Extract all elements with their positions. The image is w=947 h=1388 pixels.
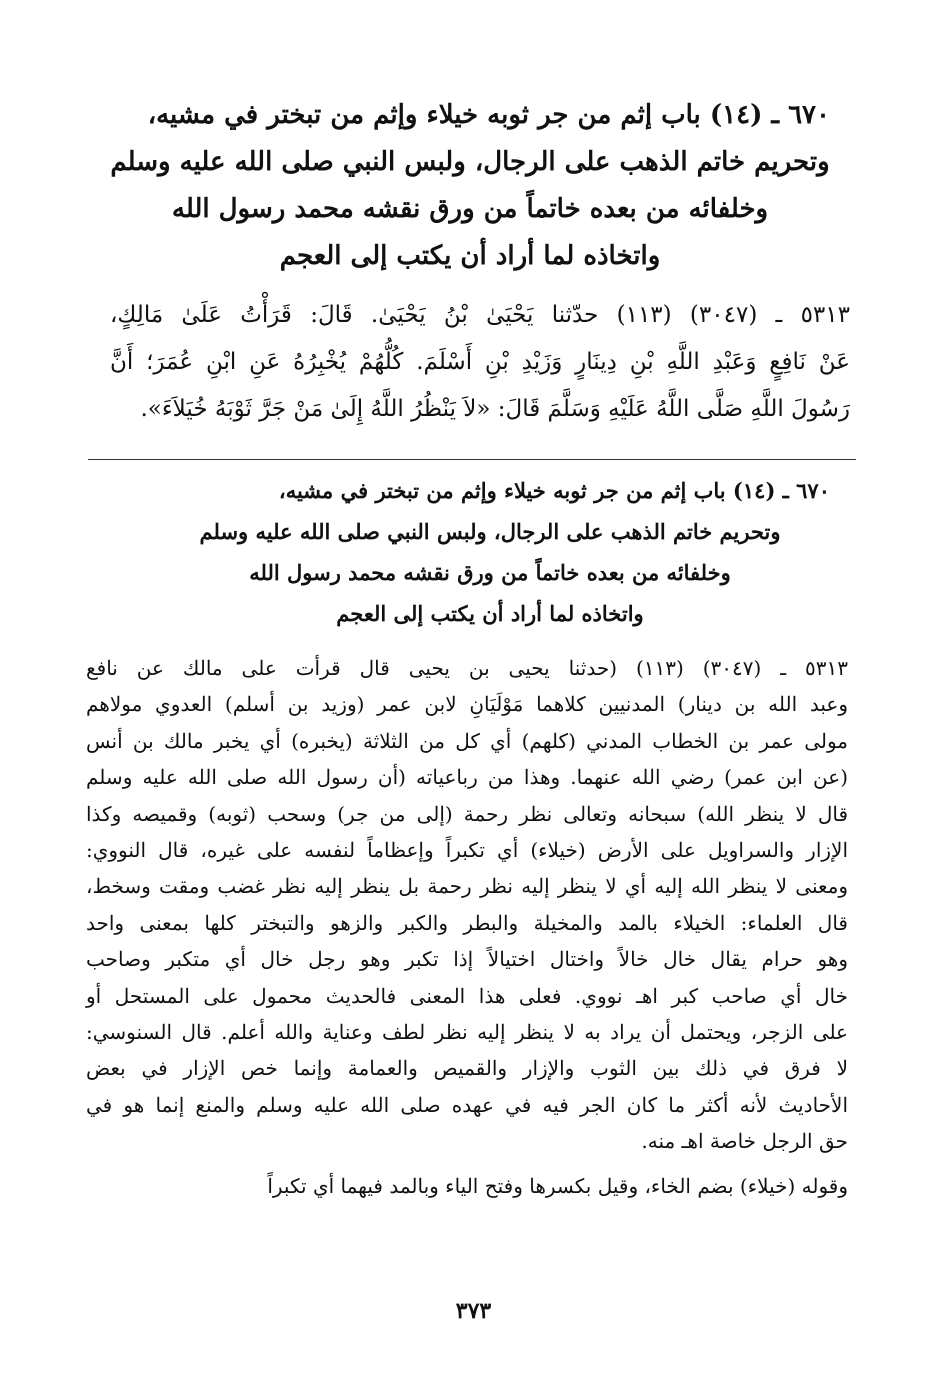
commentary-line: الإزار والسراويل على الأرض (خيلاء) أي تكبراً وإعظاماً لنفسه على غيره، قال النووي: xyxy=(86,838,848,863)
commentary-line: خال أي صاحب كبر اهـ نووي. فعلى هذا المعنى فالحديث محمول على المستحل أو xyxy=(86,983,848,1008)
chapter-title-commentary xyxy=(150,470,830,634)
chapter-title-line: وتحريم خاتم الذهب على الرجال، ولبس النبي صلى الله عليه وسلم xyxy=(199,519,781,544)
commentary-text xyxy=(86,650,848,1204)
commentary-line: ٥٣١٣ ـ (٣٠٤٧) (١١٣) (حدثنا يحيى بن يحيى قال قرأت على مالك عن نافع xyxy=(86,656,849,680)
hadith-text xyxy=(110,292,850,433)
hadith-line: عَنْ نَافِعٍ وَعَبْدِ اللَّهِ بْنِ دِينَارٍ وَزَيْدِ بْنِ أَسْلَمَ. كُلُّهُمْ يُخْبِرُهُ عَنِ ابْنِ عُمَرَ؛ أَنَّ xyxy=(110,349,850,375)
commentary-line: على الزجر، ويحتمل أن يراد به لا ينظر إليه نظر لطف وعناية والله أعلم. قال السنوسي: xyxy=(86,1020,848,1045)
commentary-line: حق الرجل خاصة اهـ منه. xyxy=(641,1129,848,1154)
chapter-title-main xyxy=(110,92,830,280)
commentary-line: وهو حرام يقال خال خالاً واختال اختيالاً إذا تكبر وهو رجل خال أي متكبر وصاحب xyxy=(86,947,848,972)
chapter-title-line: واتخاذه لما أراد أن يكتب إلى العجم xyxy=(336,601,644,626)
commentary-line: مولى عمر بن الخطاب المدني (كلهم) أي كل من الثلاثة (يخبره) أي يخبر مالك بن أنس xyxy=(86,728,848,753)
chapter-title-line: وخلفائه من بعده خاتماً من ورق نقشه محمد رسول الله xyxy=(249,560,731,585)
commentary-line: قال العلماء: الخيلاء بالمد والمخيلة والبطر والكبر والزهو والتبختر كلها بمعنى واحد xyxy=(86,910,848,935)
chapter-title-line: ٦٧٠ ـ (١٤) باب إثم من جر ثوبه خيلاء وإثم من تبختر في مشيه، xyxy=(278,478,830,503)
chapter-title-line: ٦٧٠ ـ (١٤) باب إثم من جر ثوبه خيلاء وإثم من تبختر في مشيه، xyxy=(147,100,830,130)
page-number: ٣٧٣ xyxy=(455,1298,492,1324)
commentary-line: وعبد الله بن دينار) المدنيين كلاهما مَوْلَيَانِ لابن عمر (وزيد بن أسلم) العدوي مولاهم xyxy=(86,692,848,717)
commentary-line: لا فرق في ذلك بين الثوب والإزار والقميص والعمامة وإنما خص الإزار في بعض xyxy=(86,1056,848,1081)
commentary-line: قال لا ينظر الله) سبحانه وتعالى نظر رحمة (إلى من جر) وسحب (ثوبه) وقميصه وكذا xyxy=(86,801,848,826)
chapter-title-line: واتخاذه لما أراد أن يكتب إلى العجم xyxy=(279,241,661,271)
commentary-line: ومعنى لا ينظر الله إليه أي لا ينظر إليه نظر رحمة بل ينظر إليه نظر غضب ومقت وسخط، xyxy=(86,874,848,899)
hadith-line: رَسُولَ اللَّهِ صَلَّى اللَّهُ عَلَيْهِ وَسَلَّمَ قَالَ: «لاَ يَنْظُرُ اللَّهُ إِلَىٰ مَنْ جَرَّ ثَوْبَهُ خُيَلاَءَ». xyxy=(140,396,850,422)
commentary-line: الأحاديث لأنه أكثر ما كان الجر فيه في عهده صلى الله عليه وسلم والمنع إنما هو في xyxy=(86,1092,848,1117)
separator-rule xyxy=(88,459,856,460)
chapter-title-line: وتحريم خاتم الذهب على الرجال، ولبس النبي صلى الله عليه وسلم xyxy=(110,147,830,177)
chapter-title-line: وخلفائه من بعده خاتماً من ورق نقشه محمد رسول الله xyxy=(171,194,769,224)
commentary-line: وقوله (خيلاء) بضم الخاء، وقيل بكسرها وفتح الياء وبالمد فيهما أي تكبراً xyxy=(267,1173,848,1198)
hadith-line: ٥٣١٣ ـ (٣٠٤٧) (١١٣) حدّثنا يَحْيَىٰ بْنُ يَحْيَىٰ. قَالَ: قَرَأْتُ عَلَىٰ مَالِكٍ، xyxy=(110,302,850,328)
commentary-line: (عن ابن عمر) رضي الله عنهما. وهذا من رباعياته (أن رسول الله صلى الله عليه وسلم xyxy=(86,765,848,790)
